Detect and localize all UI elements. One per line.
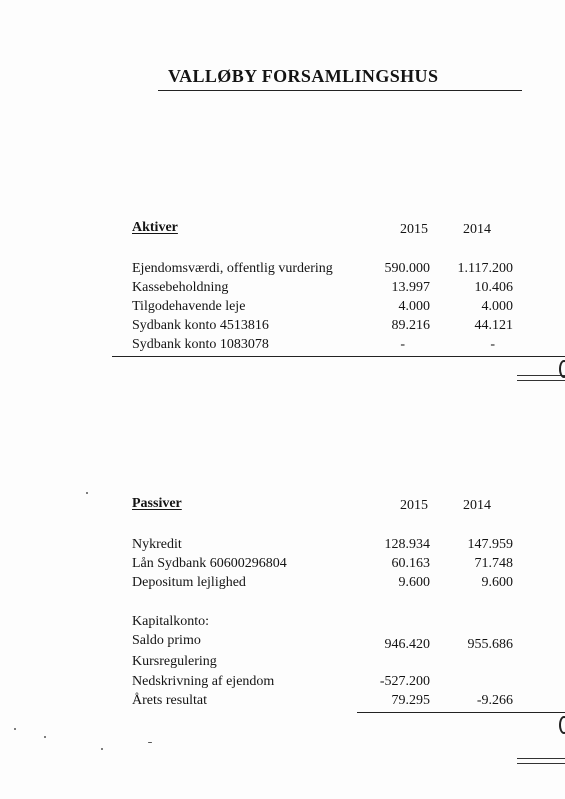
row-label: Sydbank konto 1083078 <box>132 337 269 352</box>
row-label: Kassebeholdning <box>132 280 229 295</box>
table-row <box>0 261 565 280</box>
table-row <box>0 633 565 652</box>
aktiver-total-rule <box>112 356 565 357</box>
scan-speck <box>101 748 103 750</box>
table-row <box>0 575 565 594</box>
row-label: Depositum lejlighed <box>132 575 246 590</box>
value-2015: 128.934 <box>384 537 430 552</box>
value-2014: 44.121 <box>474 318 513 333</box>
value-2015: 4.000 <box>398 299 430 314</box>
table-row <box>0 674 565 693</box>
table-row <box>0 337 565 356</box>
value-2014: 147.959 <box>467 537 513 552</box>
row-label: Tilgodehavende leje <box>132 299 246 314</box>
value-2014: 4.000 <box>481 299 513 314</box>
value-2014: 10.406 <box>474 280 513 295</box>
row-label: Kursregulering <box>132 654 217 669</box>
aktiver-year-2015: 2015 <box>400 222 428 237</box>
table-row <box>0 693 565 712</box>
value-2015: 590.000 <box>384 261 430 276</box>
edge-mark <box>559 360 565 378</box>
value-2014: 955.686 <box>467 637 513 652</box>
row-label: Kapitalkonto: <box>132 614 209 629</box>
value-2015: 13.997 <box>391 280 430 295</box>
value-2015: 79.295 <box>391 693 430 708</box>
value-2014: - <box>490 337 495 352</box>
scan-speck <box>86 492 88 494</box>
value-2014: -9.266 <box>476 693 513 708</box>
passiver-total-rule <box>357 712 565 713</box>
kapitalkonto-heading <box>0 614 565 633</box>
aktiver-double-rule <box>517 375 565 381</box>
table-row <box>0 299 565 318</box>
table-row <box>0 280 565 299</box>
passiver-double-rule <box>517 758 565 764</box>
value-2014: 71.748 <box>474 556 513 571</box>
table-row <box>0 556 565 575</box>
scan-speck <box>14 728 16 730</box>
table-row <box>0 318 565 337</box>
value-2015: 9.600 <box>398 575 430 590</box>
value-2014: 9.600 <box>481 575 513 590</box>
value-2014: 1.117.200 <box>457 261 513 276</box>
row-label: Nykredit <box>132 537 182 552</box>
scan-speck <box>148 742 152 743</box>
edge-mark <box>559 716 565 734</box>
row-label: Lån Sydbank 60600296804 <box>132 556 287 571</box>
aktiver-heading: Aktiver <box>132 220 178 235</box>
value-2015: -527.200 <box>379 674 430 689</box>
row-label: Ejendomsværdi, offentlig vurdering <box>132 261 333 276</box>
passiver-year-2014: 2014 <box>463 498 491 513</box>
table-row <box>0 537 565 556</box>
value-2015: 946.420 <box>384 637 430 652</box>
scan-speck <box>44 736 46 738</box>
passiver-year-2015: 2015 <box>400 498 428 513</box>
page-title: VALLØBY FORSAMLINGSHUS <box>168 66 439 86</box>
aktiver-year-2014: 2014 <box>463 222 491 237</box>
row-label: Årets resultat <box>132 693 208 708</box>
value-2015: 89.216 <box>391 318 430 333</box>
table-row <box>0 654 565 673</box>
title-underline <box>158 90 522 91</box>
row-label: Sydbank konto 4513816 <box>132 318 269 333</box>
row-label: Saldo primo <box>132 633 201 648</box>
value-2015: - <box>400 337 405 352</box>
passiver-heading: Passiver <box>132 496 182 511</box>
value-2015: 60.163 <box>391 556 430 571</box>
row-label: Nedskrivning af ejendom <box>132 674 275 689</box>
